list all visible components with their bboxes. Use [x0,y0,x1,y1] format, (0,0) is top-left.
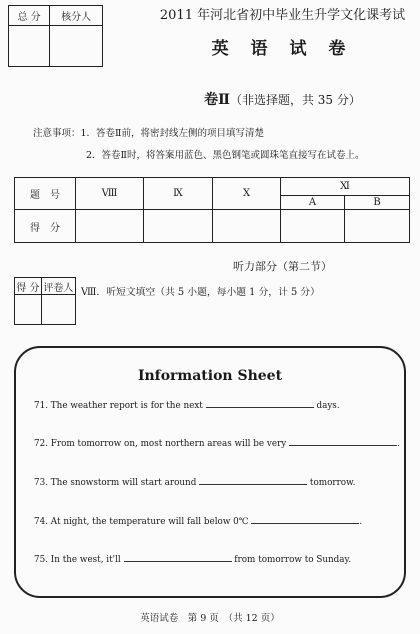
question-72 [34,436,400,449]
grader-label: 评卷人 [41,278,75,295]
total-score-box [8,5,103,67]
information-sheet-title: Information Sheet [137,368,283,384]
page-footer: 英语试卷 第 9 页 （共 12 页） [140,613,280,624]
col-header-viii: Ⅷ [76,178,144,210]
note-line-1 [33,123,413,145]
score-cell-x[interactable] [213,210,281,243]
exam-notes [33,123,413,167]
col-header-xi: Ⅺ [281,178,410,196]
question-text: 73. The snowstorm will start around [34,478,197,488]
answer-blank-75[interactable] [124,552,232,562]
question-text: . [397,439,400,449]
score-cell-viii[interactable] [76,210,144,243]
question-74 [34,514,362,527]
note-item-2: 2．答卷Ⅱ时，将答案用蓝色、黑色钢笔或圆珠笔直接写在试卷上。 [86,150,365,161]
total-score-cell[interactable] [9,26,50,67]
question-71 [34,398,340,411]
subject-title: 英 语 试 卷 [211,39,354,59]
grader-score-label: 得 分 [15,278,42,295]
col-header-xi-a: A [281,196,345,210]
col-header-ix: Ⅸ [144,178,213,210]
question-text: 71. The weather report is for the next [34,401,203,411]
exam-title: 2011 年河北省初中毕业生升学文化课考试 [159,8,406,23]
grader-box [14,277,76,325]
notes-heading: 注意事项： [33,128,81,139]
score-cell-xi-b[interactable] [345,210,410,243]
information-sheet [14,346,406,598]
volume-title [150,89,415,109]
question-text: days. [316,401,340,411]
question-text: 74. At night, the temperature will fall below 0℃ [34,517,249,527]
score-cell-ix[interactable] [144,210,213,243]
answer-blank-71[interactable] [206,398,314,408]
answer-blank-74[interactable] [251,514,359,524]
checker-cell[interactable] [50,26,103,67]
score-cell-xi-a[interactable] [281,210,345,243]
listening-instruction: Ⅷ．听短文填空（共 5 小题，每小题 1 分，计 5 分） [81,287,320,298]
question-text: 75. In the west, it'll [34,555,121,565]
answer-blank-72[interactable] [289,436,397,446]
question-text: 72. From tomorrow on, most northern areas will be very [34,439,287,449]
grader-score-cell[interactable] [15,295,42,325]
question-text: from tomorrow to Sunday. [234,555,352,565]
grader-name-cell[interactable] [41,295,75,325]
question-75 [34,552,351,565]
question-73 [34,475,355,488]
volume-label: 卷Ⅱ [204,92,230,108]
col-header-x: Ⅹ [213,178,281,210]
question-text: . [359,517,363,527]
col-header-xi-b: B [345,196,410,210]
listening-section-title: 听力部分（第二节） [233,260,332,273]
note-item-1: 1．答卷Ⅱ前，将密封线左侧的项目填写清楚 [80,128,265,139]
question-text: tomorrow. [309,478,356,488]
section-score-table [14,177,410,243]
row-label-score: 得 分 [15,210,76,243]
row-label-question-number: 题 号 [15,178,76,210]
answer-blank-73[interactable] [199,475,307,485]
volume-note: （非选择题，共 35 分） [229,93,361,107]
total-score-label: 总 分 [9,6,50,26]
checker-label: 核分人 [50,6,103,26]
